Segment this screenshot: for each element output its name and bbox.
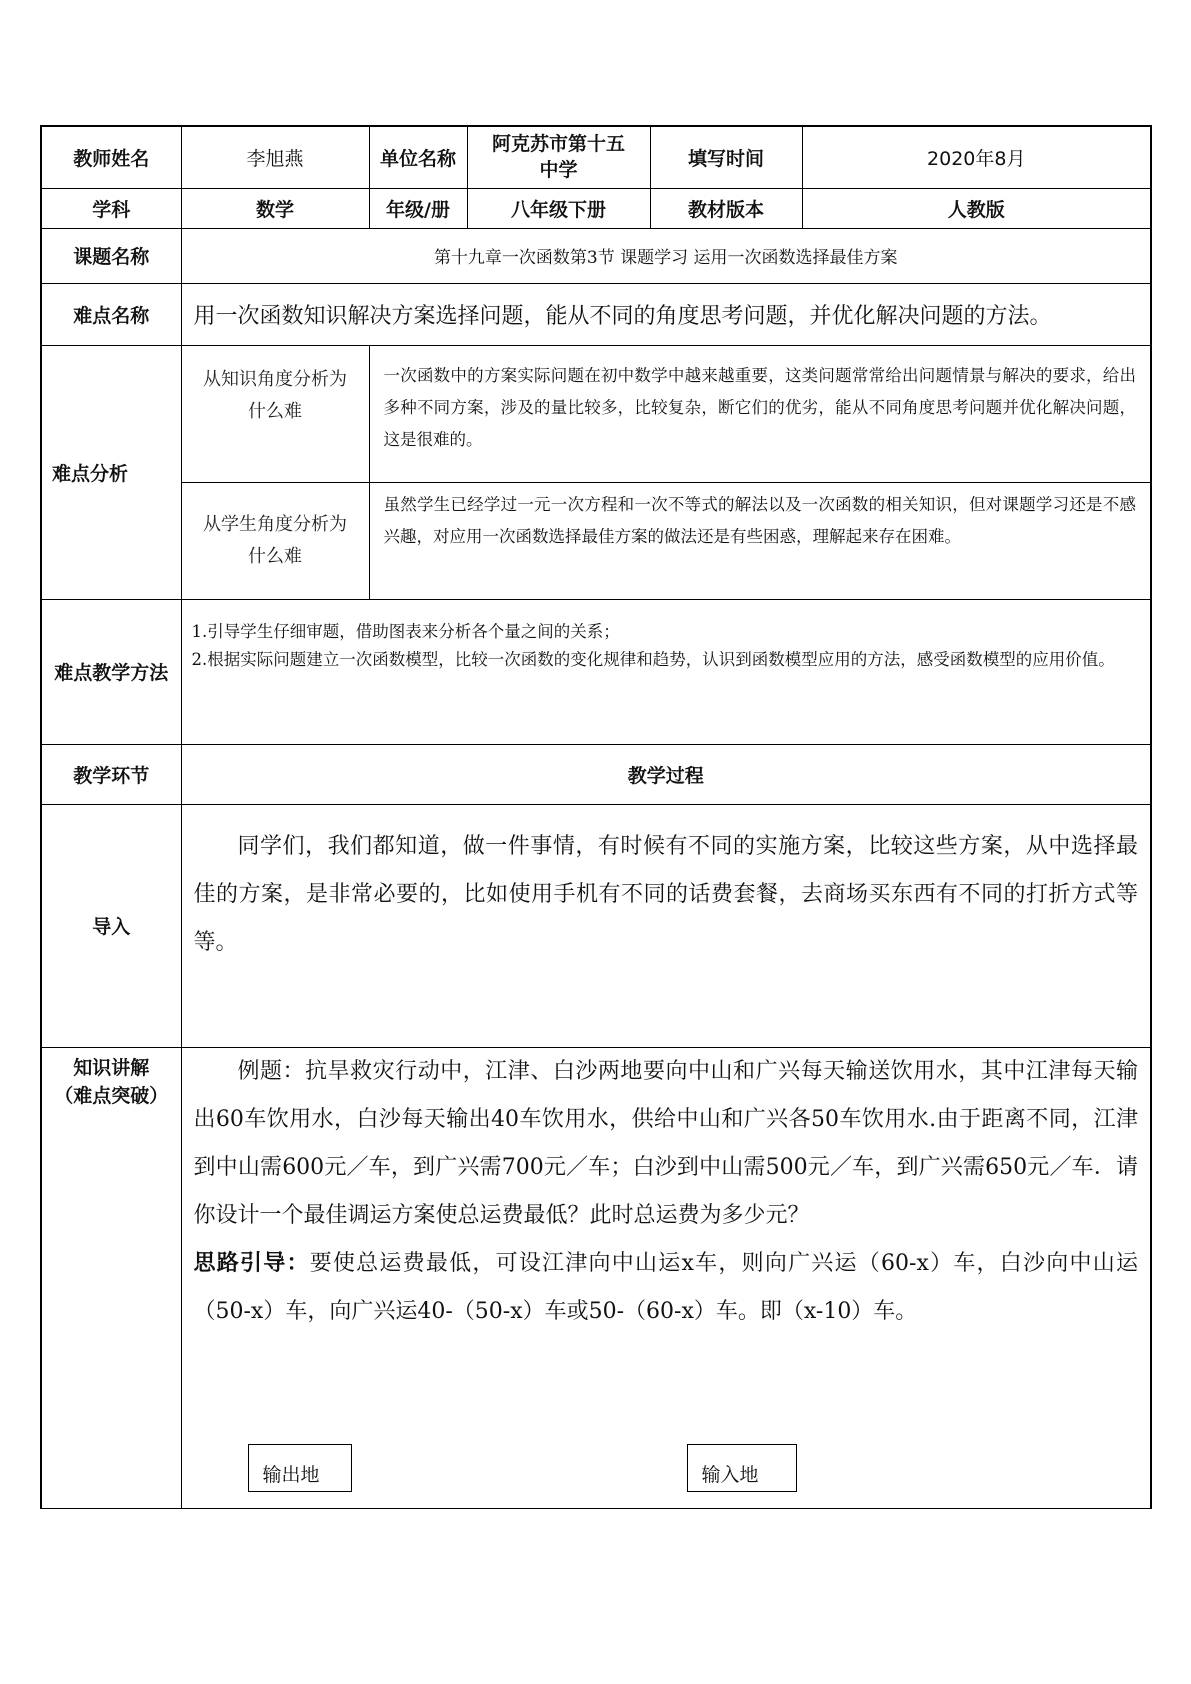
edition-label: 教材版本 [650,188,802,228]
topic-row [41,228,1151,283]
knowledge-label-line2: （难点突破） [54,1084,169,1107]
method-text [181,599,1151,744]
teacher-name-value: 李旭燕 [181,126,369,188]
grade-label: 年级/册 [369,188,467,228]
difficulty-value: 用一次函数知识解决方案选择问题，能从不同的角度思考问题，并优化解决问题的方法。 [181,283,1151,345]
topic-label: 课题名称 [41,228,181,283]
fill-time-value: 2020年8月 [802,126,1151,188]
unit-name-label: 单位名称 [369,126,467,188]
knowledge-row [41,1047,1151,1508]
intro-label: 导入 [41,804,181,1047]
teacher-row [41,126,1151,188]
method-label: 难点教学方法 [41,599,181,744]
knowledge-angle-label: 从知识角度分析为什么难 [181,345,369,482]
student-angle-text: 虽然学生已经学过一元一次方程和一次不等式的解法以及一次函数的相关知识，但对课题学习还是不感兴趣，对应用一次函数选择最佳方案的做法还是有些困惑，理解起来存在困难。 [369,482,1151,599]
example-text: 例题：抗旱救灾行动中，江津、白沙两地要向中山和广兴每天输送饮用水，其中江津每天输出60车饮用水，白沙每天输出40车饮用水，供给中山和广兴各50车饮用水.由于距离不同，江津到中山需600元／车，到广兴需700元／车；白沙到中山需500元／车，到广兴需650元／车．请你设计一个最佳调运方案使总运费最低？此时总运费为多少元？ [193,1058,1138,1228]
subject-value: 数学 [181,188,369,228]
output-place-box: 输出地 [248,1444,352,1492]
difficulty-label: 难点名称 [41,283,181,345]
lesson-plan-table [40,125,1152,1509]
hint-paragraph [194,1240,1139,1336]
intro-text-cell [181,804,1151,1047]
intro-row [41,804,1151,1047]
stage-header-label: 教学环节 [41,744,181,804]
intro-text: 同学们，我们都知道，做一件事情，有时候有不同的实施方案，比较这些方案，从中选择最佳的方案，是非常必要的，比如使用手机有不同的话费套餐，去商场买东西有不同的打折方式等等。 [193,833,1138,955]
fill-time-label: 填写时间 [650,126,802,188]
knowledge-content-cell [181,1047,1151,1508]
topic-value: 第十九章一次函数第3节 课题学习 运用一次函数选择最佳方案 [181,228,1151,283]
hint-text: 要使总运费最低，可设江津向中山运x车，则向广兴运（60-x）车，白沙向中山运（50-x）车，向广兴运40-（50-x）车或50-（60-x）车。即（x-10）车。 [193,1250,1138,1324]
analysis-label: 难点分析 [41,345,181,599]
hint-label: 思路引导： [193,1250,310,1276]
student-angle-label: 从学生角度分析为什么难 [181,482,369,599]
process-header-label: 教学过程 [181,744,1151,804]
method-line-1: 1.引导学生仔细审题，借助图表来分析各个量之间的关系； [191,621,620,641]
method-row [41,599,1151,744]
knowledge-content [194,1048,1139,1508]
knowledge-angle-text: 一次函数中的方案实际问题在初中数学中越来越重要，这类问题常常给出问题情景与解决的要求，给出多种不同方案，涉及的量比较多，比较复杂，断它们的优劣，能从不同角度思考问题并优化解决问题，这是很难的。 [369,345,1151,482]
process-header-row [41,744,1151,804]
edition-value: 人教版 [802,188,1151,228]
subject-row [41,188,1151,228]
grade-value: 八年级下册 [467,188,650,228]
analysis-student-row [41,482,1151,599]
difficulty-row [41,283,1151,345]
analysis-knowledge-row [41,345,1151,482]
subject-label: 学科 [41,188,181,228]
input-place-box: 输入地 [687,1444,797,1492]
knowledge-label-line1: 知识讲解 [73,1056,150,1079]
knowledge-label-cell [41,1047,181,1508]
unit-name-value: 阿克苏市第十五中学 [467,126,650,188]
teacher-name-label: 教师姓名 [41,126,181,188]
method-line-2: 2.根据实际问题建立一次函数模型，比较一次函数的变化规律和趋势，认识到函数模型应用的方法，感受函数模型的应用价值。 [191,649,1115,669]
